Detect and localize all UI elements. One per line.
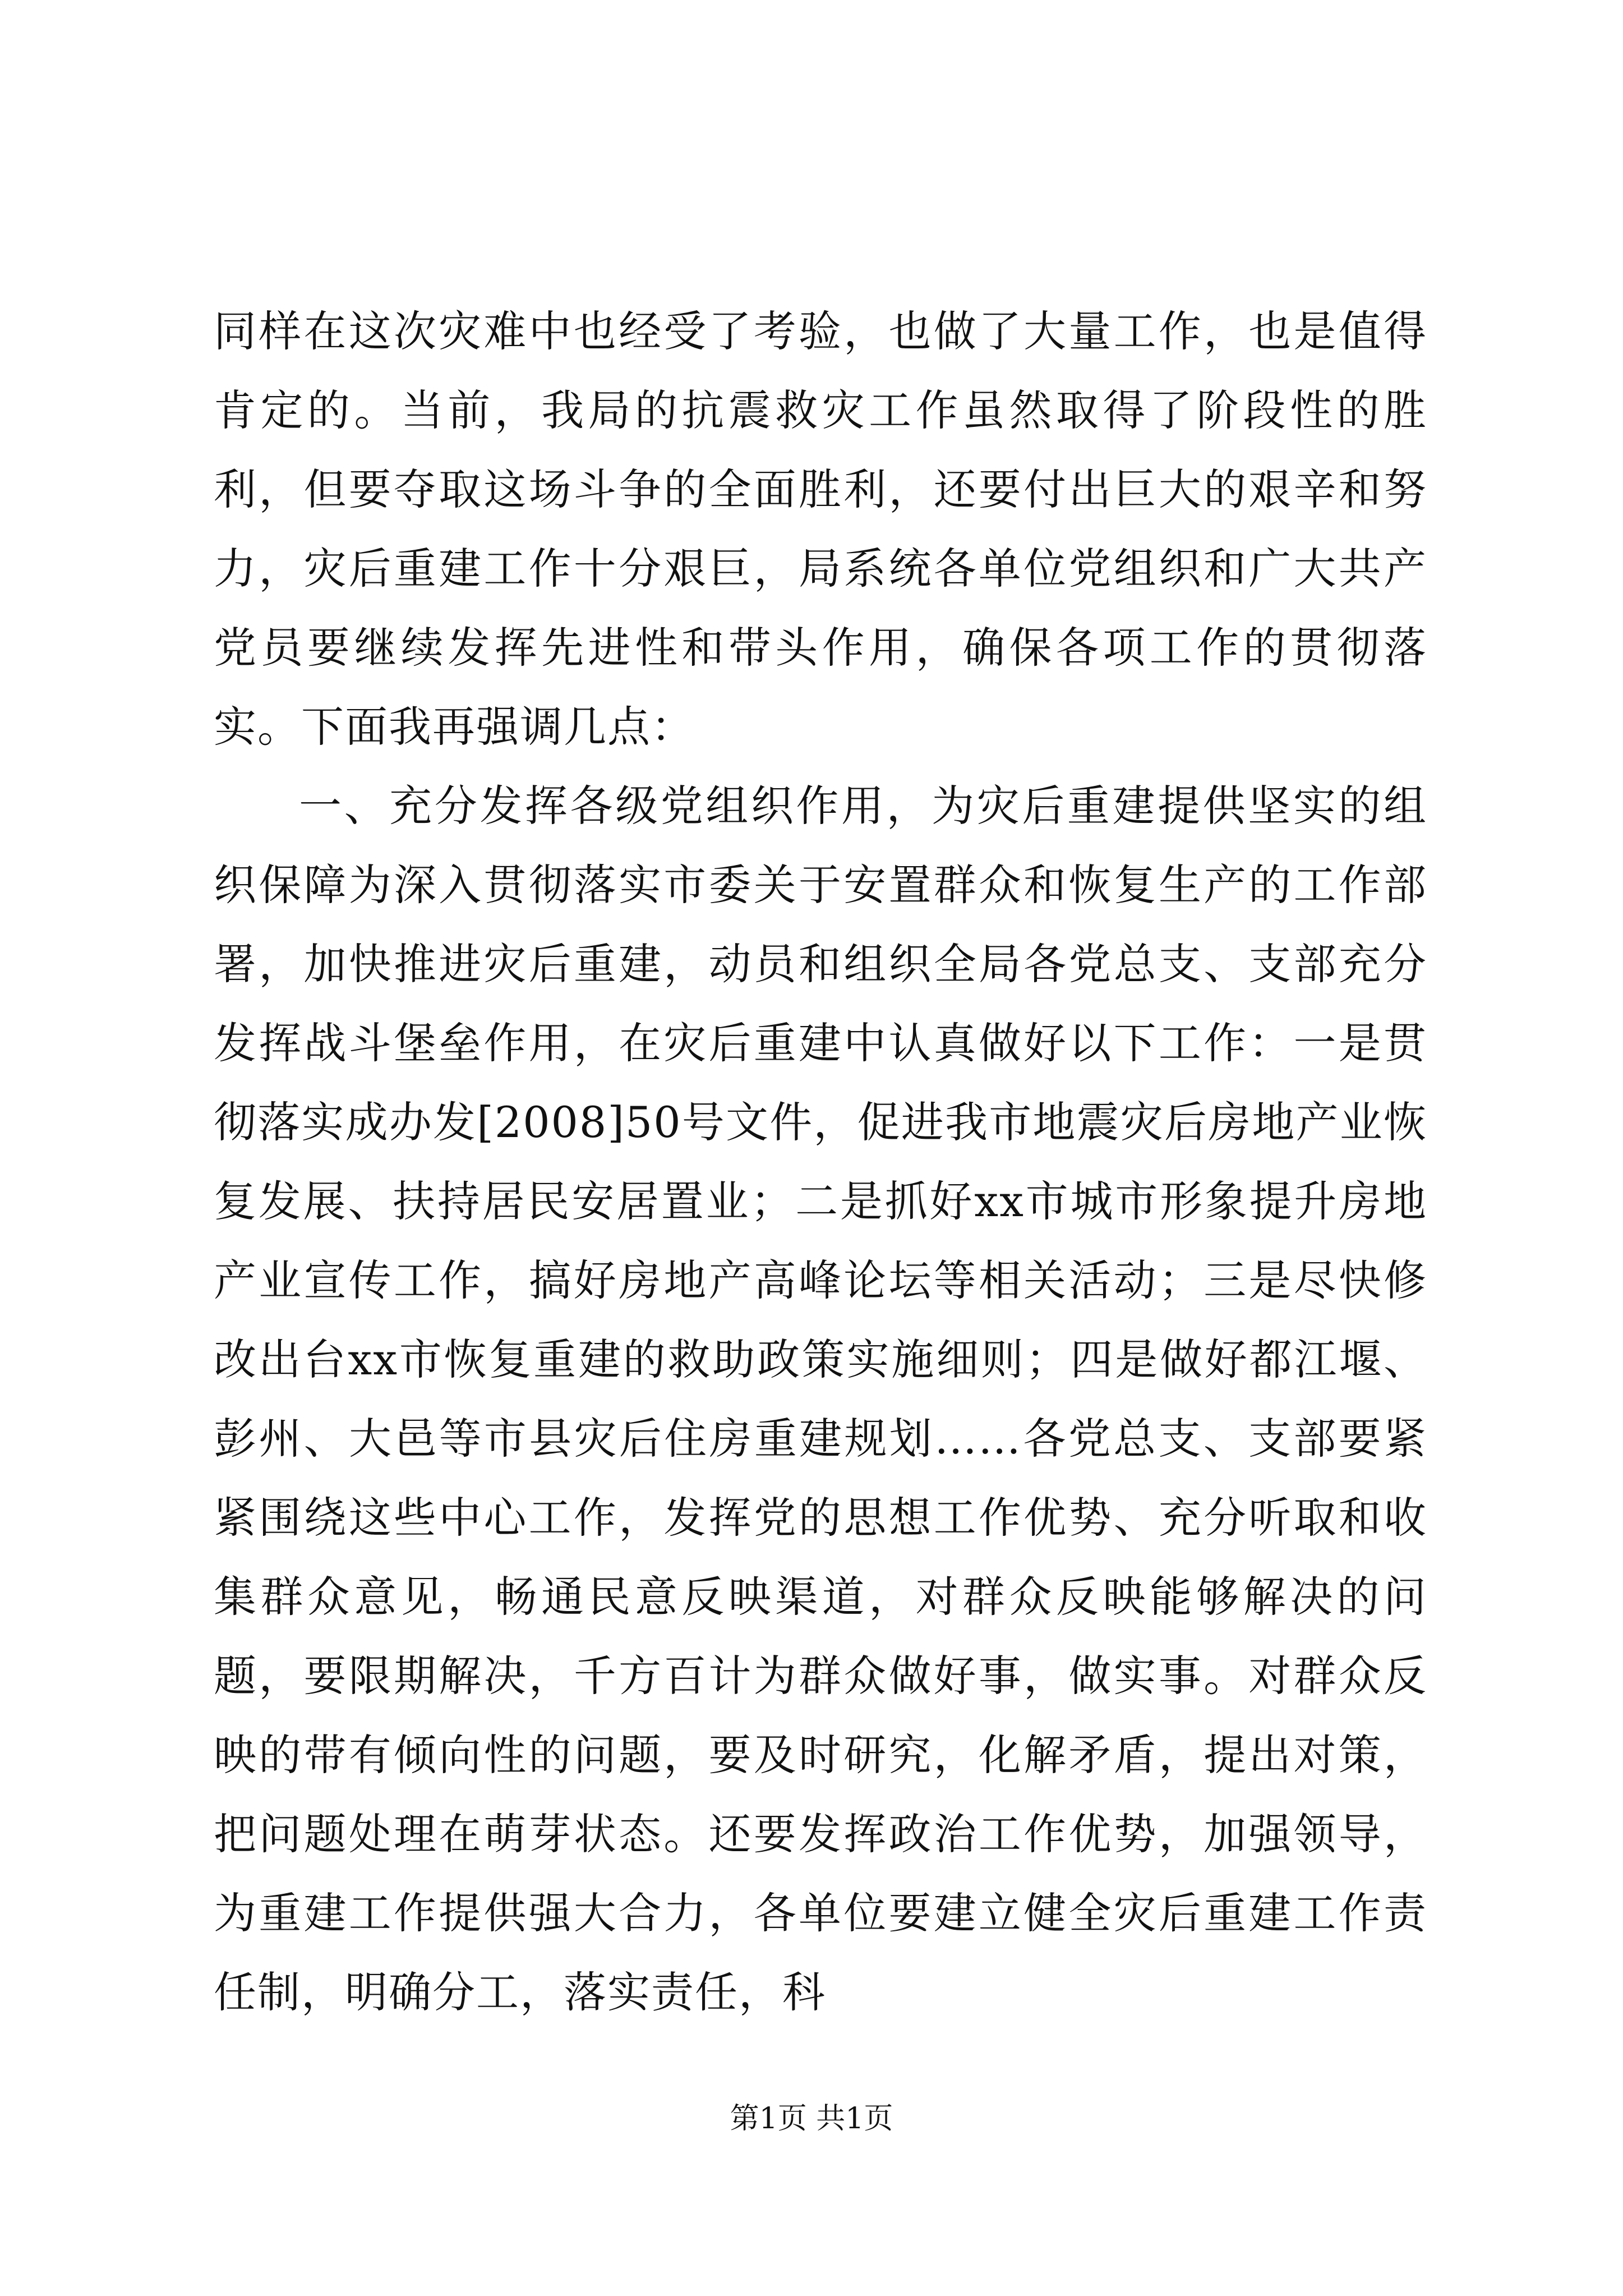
paragraph-section-one: 一、充分发挥各级党组织作用，为灾后重建提供坚实的组织保障为深入贯彻落实市委关于安置群众和恢复生产的工作部署，加快推进灾后重建，动员和组织全局各党总支、支部充分发挥战斗堡垒作用，在灾后重建中认真做好以下工作：一是贯彻落实成办发[2008]50号文件，促进我市地震灾后房地产业恢复发展、扶持居民安居置业；二是抓好xx市城市形象提升房地产业宣传工作，搞好房地产高峰论坛等相关活动；三是尽快修改出台xx市恢复重建的救助政策实施细则；四是做好都江堰、彭州、大邑等市县灾后住房重建规划……各党总支、支部要紧紧围绕这些中心工作，发挥党的思想工作优势、充分听取和收集群众意见，畅通民意反映渠道，对群众反映能够解决的问题，要限期解决，千方百计为群众做好事，做实事。对群众反映的带有倾向性的问题，要及时研究，化解矛盾，提出对策，把问题处理在萌芽状态。还要发挥政治工作优势，加强领导，为重建工作提供强大合力，各单位要建立健全灾后重建工作责任制，明确分工，落实责任，科 — [214, 781, 1427, 2017]
paragraph-continuation: 同样在这次灾难中也经受了考验，也做了大量工作，也是值得肯定的。当前，我局的抗震救灾工作虽然取得了阶段性的胜利，但要夺取这场斗争的全面胜利，还要付出巨大的艰辛和努力，灾后重建工作十分艰巨，局系统各单位党组织和广大共产党员要继续发挥先进性和带头作用，确保各项工作的贯彻落实。下面我再强调几点： — [214, 306, 1427, 752]
document-body — [214, 292, 1427, 2032]
page-footer: 第1页 共1页 — [730, 2102, 893, 2136]
